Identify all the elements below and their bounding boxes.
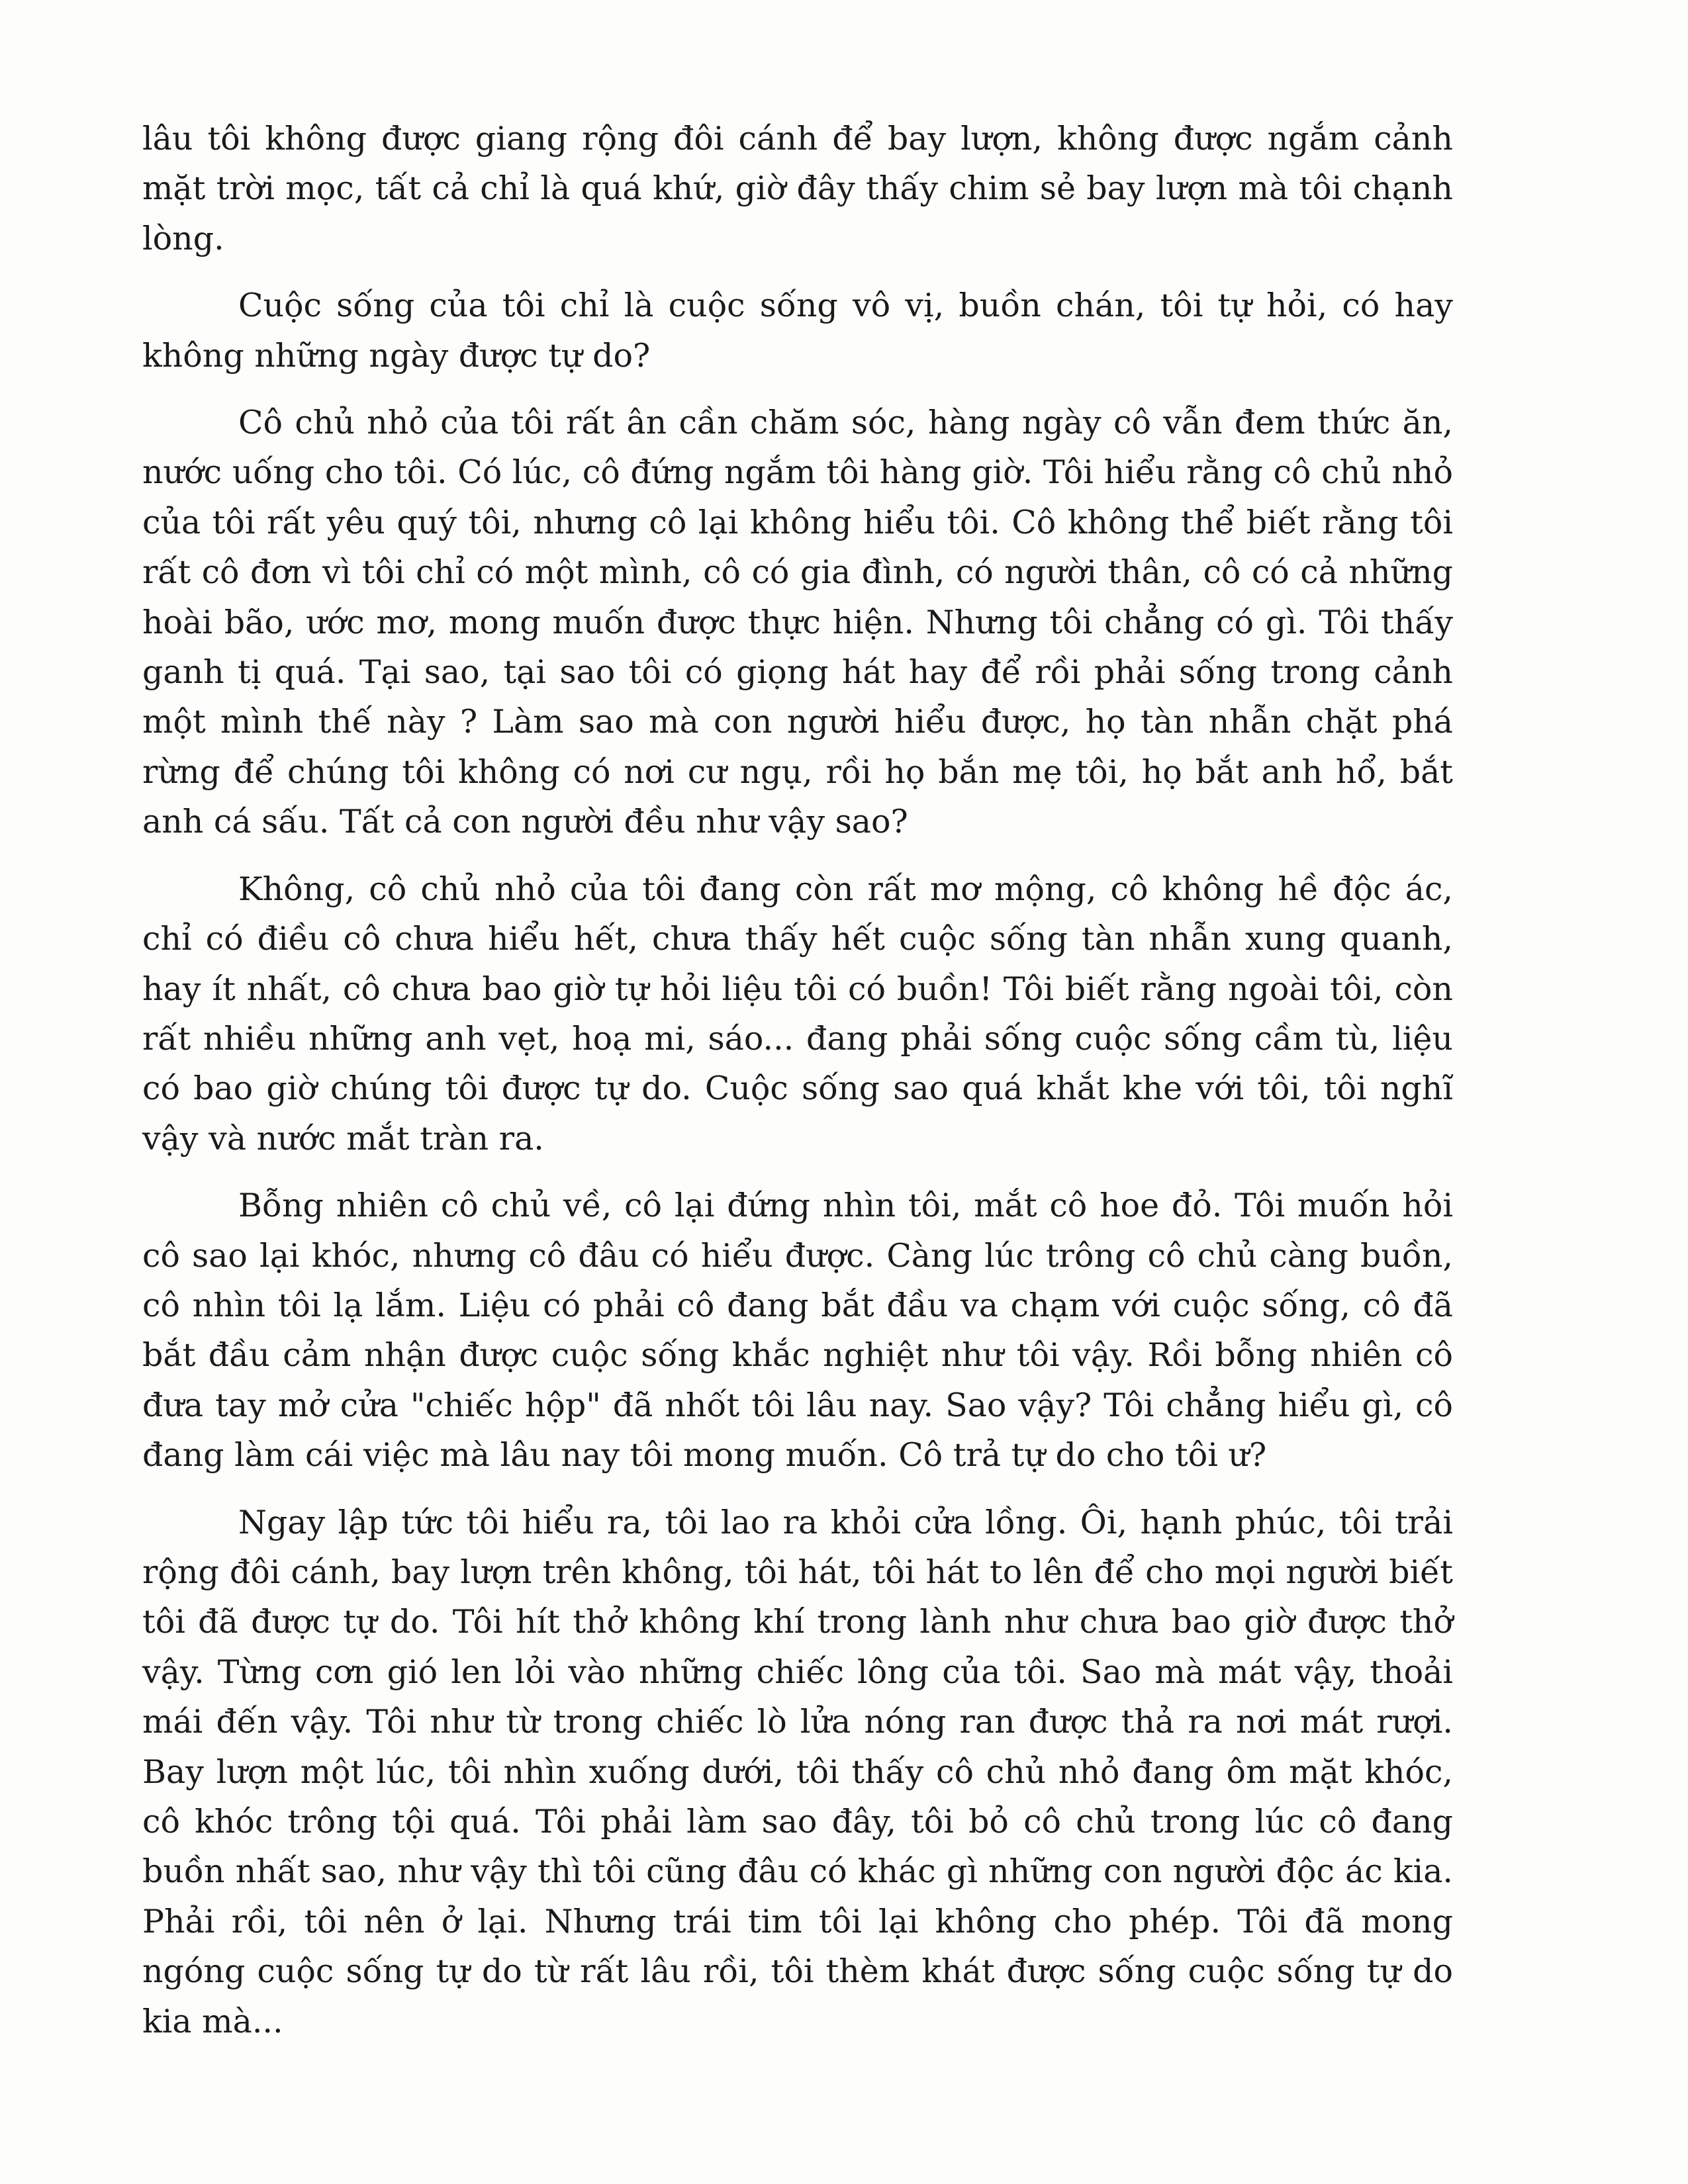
body-text xyxy=(142,114,1453,2046)
paragraph-5: Bỗng nhiên cô chủ về, cô lại đứng nhìn tôi, mắt cô hoe đỏ. Tôi muốn hỏi cô sao lại khóc, nhưng cô đâu có hiểu được. Càng lúc trông cô chủ càng buồn, cô nhìn tôi lạ lắm. Liệu có phải cô đang bắt đầu va chạm với cuộc sống, cô đã bắt đầu cảm nhận được cuộc sống khắc nghiệt như tôi vậy. Rồi bỗng nhiên cô đưa tay mở cửa "chiếc hộp" đã nhốt tôi lâu nay. Sao vậy? Tôi chẳng hiểu gì, cô đang làm cái việc mà lâu nay tôi mong muốn. Cô trả tự do cho tôi ư? xyxy=(142,1187,1453,1475)
paragraph-4: Không, cô chủ nhỏ của tôi đang còn rất mơ mộng, cô không hề độc ác, chỉ có điều cô chưa hiểu hết, chưa thấy hết cuộc sống tàn nhẫn xung quanh, hay ít nhất, cô chưa bao giờ tự hỏi liệu tôi có buồn! Tôi biết rằng ngoài tôi, còn rất nhiều những anh vẹt, hoạ mi, sáo... đang phải sống cuộc sống cầm tù, liệu có bao giờ chúng tôi được tự do. Cuộc sống sao quá khắt khe với tôi, tôi nghĩ vậy và nước mắt tràn ra. xyxy=(142,870,1453,1158)
paragraph-6: Ngay lập tức tôi hiểu ra, tôi lao ra khỏi cửa lồng. Ôi, hạnh phúc, tôi trải rộng đôi cánh, bay lượn trên không, tôi hát, tôi hát to lên để cho mọi người biết tôi đã được tự do. Tôi hít thở không khí trong lành như chưa bao giờ được thở vậy. Từng cơn gió len lỏi vào những chiếc lông của tôi. Sao mà mát vậy, thoải mái đến vậy. Tôi như từ trong chiếc lò lửa nóng ran được thả ra nơi mát rượi. Bay lượn một lúc, tôi nhìn xuống dưới, tôi thấy cô chủ nhỏ đang ôm mặt khóc, cô khóc trông tội quá. Tôi phải làm sao đây, tôi bỏ cô chủ trong lúc cô đang buồn nhất sao, như vậy thì tôi cũng đâu có khác gì những con người độc ác kia. Phải rồi, tôi nên ở lại. Nhưng trái tim tôi lại không cho phép. Tôi đã mong ngóng cuộc sống tự do từ rất lâu rồi, tôi thèm khát được sống cuộc sống tự do kia mà... xyxy=(142,1503,1453,2040)
paragraph-1: lâu tôi không được giang rộng đôi cánh để bay lượn, không được ngắm cảnh mặt trời mọc, tất cả chỉ là quá khứ, giờ đây thấy chim sẻ bay lượn mà tôi chạnh lòng. xyxy=(142,120,1453,257)
paragraph-3: Cô chủ nhỏ của tôi rất ân cần chăm sóc, hàng ngày cô vẫn đem thức ăn, nước uống cho tôi. Có lúc, cô đứng ngắm tôi hàng giờ. Tôi hiểu rằng cô chủ nhỏ của tôi rất yêu quý tôi, nhưng cô lại không hiểu tôi. Cô không thể biết rằng tôi rất cô đơn vì tôi chỉ có một mình, cô có gia đình, có người thân, cô có cả những hoài bão, ước mơ, mong muốn được thực hiện. Nhưng tôi chẳng có gì. Tôi thấy ganh tị quá. Tại sao, tại sao tôi có giọng hát hay để rồi phải sống trong cảnh một mình thế này ? Làm sao mà con người hiểu được, họ tàn nhẫn chặt phá rừng để chúng tôi không có nơi cư ngụ, rồi họ bắn mẹ tôi, họ bắt anh hổ, bắt anh cá sấu. Tất cả con người đều như vậy sao? xyxy=(142,404,1453,841)
paragraph-2: Cuộc sống của tôi chỉ là cuộc sống vô vị, buồn chán, tôi tự hỏi, có hay không những ngày được tự do? xyxy=(142,287,1453,375)
